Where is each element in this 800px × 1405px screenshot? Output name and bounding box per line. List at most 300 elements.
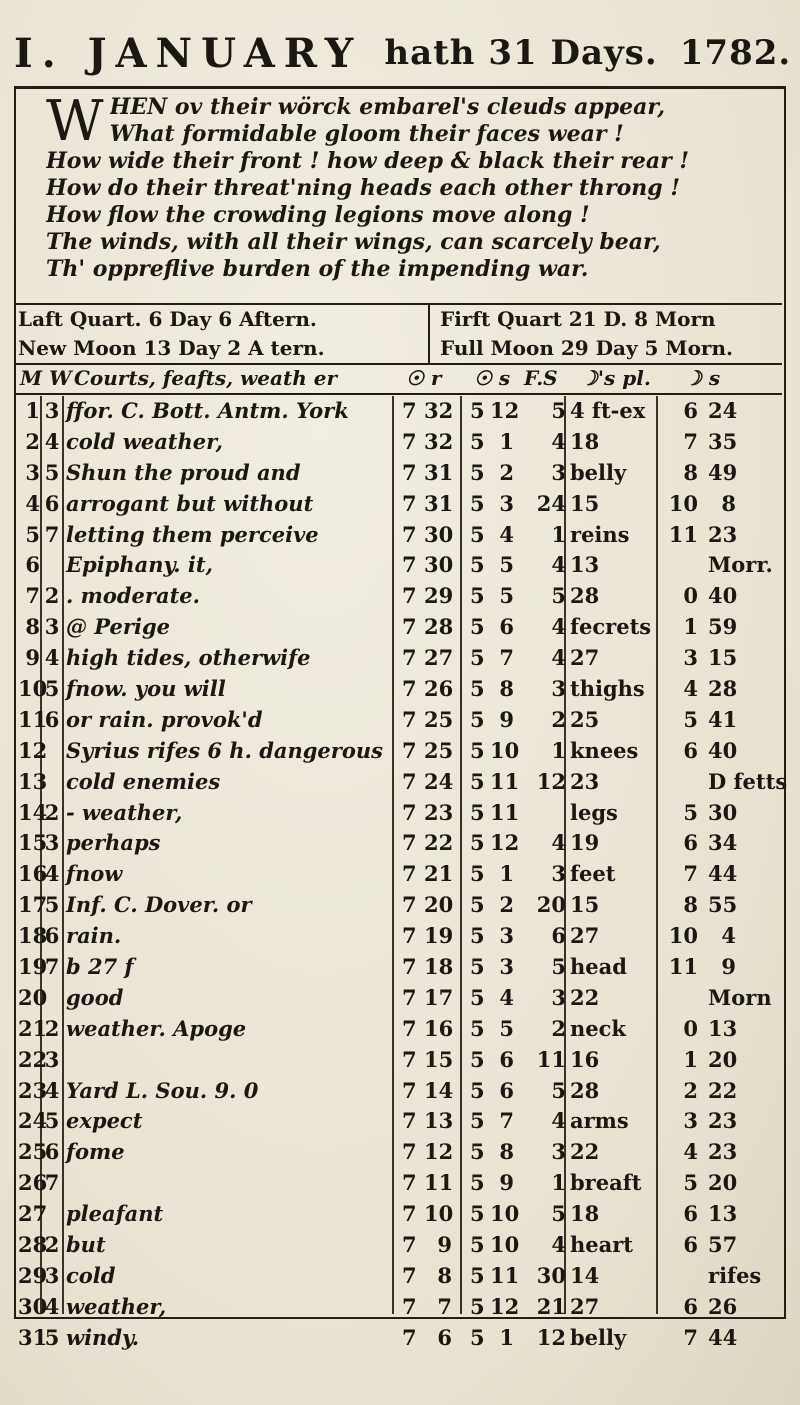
sunset-hour: 5 — [470, 737, 485, 763]
header-mw: M W — [20, 366, 72, 390]
table-row — [14, 859, 782, 890]
moon-sign: reins — [570, 521, 630, 547]
moon-south-minute: 23 — [708, 1108, 738, 1134]
moon-sign: belly — [570, 459, 627, 485]
table-row — [14, 1168, 782, 1199]
sunset-hour: 5 — [470, 583, 485, 609]
sunrise-hour: 7 — [402, 521, 417, 547]
day-of-month: 15 — [18, 830, 48, 856]
day-of-month: 29 — [18, 1262, 48, 1288]
moon-sign: 15 — [570, 892, 600, 918]
sunset-hour: 5 — [470, 923, 485, 949]
table-row — [14, 520, 782, 551]
moon-south-minute: 44 — [708, 1324, 738, 1350]
table-row — [14, 767, 788, 798]
moon-age: 5 — [551, 1201, 566, 1227]
remarks: rain. — [66, 923, 122, 949]
day-of-week: 6 — [44, 706, 60, 732]
sunrise-hour: 7 — [402, 861, 417, 887]
sunrise-minute: 31 — [424, 490, 454, 516]
remarks: perhaps — [66, 830, 161, 856]
sunrise-hour: 7 — [402, 1077, 417, 1103]
sunrise-minute: 10 — [424, 1201, 454, 1227]
moon-south-hour: 7 — [683, 428, 698, 454]
sunset-hour: 5 — [470, 768, 485, 794]
sunrise-minute: 28 — [424, 614, 454, 640]
day-of-week: 7 — [44, 521, 60, 547]
last-quarter: Laft Quart. 6 Day 6 Aftern. — [18, 307, 317, 331]
moon-south-hour: 8 — [683, 459, 698, 485]
new-moon: New Moon 13 Day 2 A tern. — [18, 336, 325, 360]
moon-age: 20 — [536, 892, 566, 918]
moon-sign: neck — [570, 1015, 626, 1041]
moon-south-minute: 23 — [708, 1139, 738, 1165]
day-of-month: 7 — [25, 583, 40, 609]
sunset-hour: 5 — [470, 1201, 485, 1227]
sunrise-minute: 19 — [424, 923, 454, 949]
table-row — [14, 890, 782, 921]
sunset-minute: 6 — [499, 614, 514, 640]
sunset-minute: 6 — [499, 1046, 514, 1072]
sunset-hour: 5 — [470, 1262, 485, 1288]
month-days: hath 31 Days. — [384, 33, 658, 73]
table-row — [14, 550, 782, 581]
table-row — [14, 736, 782, 767]
moon-sign: thighs — [570, 676, 645, 702]
moon-sign: heart — [570, 1232, 633, 1258]
moon-age: 24 — [536, 490, 566, 516]
moon-sign: head — [570, 954, 627, 980]
moon-age: 6 — [551, 923, 566, 949]
sunset-hour: 5 — [470, 799, 485, 825]
verse-line: The winds, with all their wings, can scarcely bear, — [46, 229, 661, 255]
sunset-hour: 5 — [470, 830, 485, 856]
sunset-hour: 5 — [470, 1015, 485, 1041]
moon-south-minute: 30 — [708, 799, 738, 825]
moon-sign: breaft — [570, 1170, 642, 1196]
remarks: good — [66, 984, 124, 1010]
days-table — [14, 396, 788, 1354]
sunrise-hour: 7 — [402, 768, 417, 794]
sunrise-hour: 7 — [402, 923, 417, 949]
sunrise-minute: 15 — [424, 1046, 454, 1072]
sunset-minute: 7 — [499, 645, 514, 671]
day-of-week: 6 — [44, 490, 60, 516]
sunset-minute: 10 — [490, 737, 520, 763]
remarks: high tides, otherwife — [66, 645, 311, 671]
sunset-minute: 12 — [490, 830, 520, 856]
sunset-minute: 3 — [499, 490, 514, 516]
sunset-minute: 10 — [490, 1232, 520, 1258]
sunrise-minute: 29 — [424, 583, 454, 609]
sunset-hour: 5 — [470, 521, 485, 547]
remarks: windy. — [66, 1324, 140, 1350]
moon-south-minute: 40 — [708, 583, 738, 609]
day-of-month: 11 — [18, 706, 48, 732]
moon-south-minute: 59 — [708, 614, 738, 640]
moon-sign: 28 — [570, 583, 600, 609]
moon-phases-left — [18, 305, 413, 363]
sunrise-hour: 7 — [402, 459, 417, 485]
sunset-hour: 5 — [470, 1170, 485, 1196]
moon-south-hour: 11 — [668, 521, 698, 547]
sunrise-hour: 7 — [402, 1046, 417, 1072]
moon-sign: 22 — [570, 984, 600, 1010]
day-of-month: 26 — [18, 1170, 48, 1196]
moon-sign: knees — [570, 737, 639, 763]
sunrise-hour: 7 — [402, 984, 417, 1010]
table-row — [14, 458, 782, 489]
sunrise-hour: 7 — [402, 1108, 417, 1134]
moon-age: 30 — [536, 1262, 566, 1288]
day-of-month: 2 — [25, 428, 40, 454]
moon-age: 3 — [551, 984, 566, 1010]
moon-south-hour: 1 — [683, 614, 698, 640]
remarks: but — [66, 1232, 106, 1258]
sunrise-minute: 31 — [424, 459, 454, 485]
verse — [46, 89, 776, 283]
moon-south-hour: 1 — [683, 1046, 698, 1072]
day-of-week: 4 — [44, 861, 60, 887]
column-header — [14, 363, 782, 395]
table-row — [14, 705, 782, 736]
day-of-week: 5 — [44, 892, 60, 918]
moon-south-minute: rifes — [708, 1262, 762, 1288]
table-row — [14, 1230, 782, 1261]
sunset-hour: 5 — [470, 1324, 485, 1350]
moon-phases-right — [428, 305, 790, 363]
moon-south-minute: 15 — [708, 645, 738, 671]
day-of-week: 2 — [44, 1232, 60, 1258]
moon-south-hour: 4 — [683, 1139, 698, 1165]
sunrise-hour: 7 — [402, 1015, 417, 1041]
moon-south-minute: 20 — [708, 1170, 738, 1196]
month-title — [14, 22, 792, 84]
sunrise-minute: 30 — [424, 521, 454, 547]
sunrise-hour: 7 — [402, 830, 417, 856]
sunrise-hour: 7 — [402, 552, 417, 578]
header-moon-south: ☽ s — [684, 366, 721, 390]
day-of-week: 7 — [44, 1170, 60, 1196]
moon-south-hour: 6 — [683, 737, 698, 763]
moon-south-hour: 5 — [683, 1170, 698, 1196]
sunset-hour: 5 — [470, 706, 485, 732]
table-row — [14, 1292, 782, 1323]
day-of-week: 2 — [44, 799, 60, 825]
sunrise-hour: 7 — [402, 1139, 417, 1165]
verse-line: How do their threat'ning heads each other throng ! — [46, 175, 680, 201]
sunset-minute: 11 — [490, 799, 520, 825]
sunrise-minute: 27 — [424, 645, 454, 671]
moon-south-minute: 49 — [708, 459, 738, 485]
moon-south-minute: 35 — [708, 428, 738, 454]
moon-south-minute: D fetts — [708, 768, 788, 794]
moon-sign: 27 — [570, 645, 600, 671]
sunrise-hour: 7 — [402, 645, 417, 671]
verse-line: What formidable gloom their faces wear ! — [109, 121, 624, 147]
moon-age: 4 — [551, 830, 566, 856]
moon-sign: 27 — [570, 923, 600, 949]
verse-line: How flow the crowding legions move along ! — [46, 202, 590, 228]
day-of-week: 5 — [44, 459, 60, 485]
moon-south-hour: 6 — [683, 1232, 698, 1258]
header-moon-place: ☽'s pl. — [580, 366, 651, 390]
sunrise-hour: 7 — [402, 1232, 417, 1258]
moon-south-minute: 24 — [708, 398, 738, 423]
day-of-month: 31 — [18, 1324, 48, 1350]
moon-sign: 18 — [570, 1201, 600, 1227]
sunset-hour: 5 — [470, 954, 485, 980]
remarks: Yard L. Sou. 9. 0 — [66, 1077, 259, 1103]
moon-south-hour: 6 — [683, 398, 698, 423]
remarks: Inf. C. Dover. or — [66, 892, 252, 918]
remarks: or rain. provok'd — [66, 706, 263, 732]
moon-south-minute: 55 — [708, 892, 738, 918]
day-of-week: 4 — [44, 1077, 60, 1103]
table-row — [14, 1323, 782, 1354]
day-of-month: 24 — [18, 1108, 48, 1134]
table-row — [14, 798, 782, 829]
sunrise-hour: 7 — [402, 398, 417, 423]
sunset-minute: 1 — [499, 1324, 514, 1350]
moon-age: 3 — [551, 459, 566, 485]
moon-sign: 27 — [570, 1293, 600, 1319]
moon-south-hour: 7 — [683, 861, 698, 887]
sunrise-minute: 32 — [424, 398, 454, 423]
moon-age: 3 — [551, 861, 566, 887]
day-of-week: 5 — [44, 676, 60, 702]
moon-age: 12 — [536, 768, 566, 794]
moon-sign: 15 — [570, 490, 600, 516]
moon-age: 1 — [551, 1170, 566, 1196]
day-of-month: 22 — [18, 1046, 48, 1072]
sunrise-minute: 32 — [424, 428, 454, 454]
day-of-month: 23 — [18, 1077, 48, 1103]
day-of-week: 6 — [44, 1139, 60, 1165]
day-of-week: 6 — [44, 923, 60, 949]
sunset-hour: 5 — [470, 892, 485, 918]
table-row — [14, 983, 782, 1014]
sunset-minute: 11 — [490, 1262, 520, 1288]
moon-sign: 19 — [570, 830, 600, 856]
day-of-month: 3 — [25, 459, 40, 485]
day-of-week: 5 — [44, 1108, 60, 1134]
sunrise-minute: 25 — [424, 737, 454, 763]
day-of-week: 4 — [44, 428, 60, 454]
sunset-hour: 5 — [470, 861, 485, 887]
sunset-minute: 12 — [490, 1293, 520, 1319]
sunrise-minute: 20 — [424, 892, 454, 918]
remarks: cold — [66, 1262, 116, 1288]
sunrise-hour: 7 — [402, 954, 417, 980]
sunset-hour: 5 — [470, 1139, 485, 1165]
day-of-week: 2 — [44, 583, 60, 609]
table-row — [14, 643, 782, 674]
sunset-minute: 5 — [499, 1015, 514, 1041]
table-row — [14, 1076, 782, 1107]
day-of-month: 20 — [18, 984, 48, 1010]
table-row — [14, 612, 782, 643]
remarks: weather, — [66, 1293, 167, 1319]
header-aspects: Courts, feafts, weath er — [74, 366, 337, 390]
sunrise-hour: 7 — [402, 799, 417, 825]
moon-age: 5 — [551, 954, 566, 980]
sunrise-minute: 6 — [437, 1324, 452, 1350]
sunrise-hour: 7 — [402, 676, 417, 702]
remarks: ffor. C. Bott. Antm. York — [66, 398, 349, 423]
moon-south-minute: 41 — [708, 706, 738, 732]
sunset-hour: 5 — [470, 645, 485, 671]
remarks: fnow — [66, 861, 123, 887]
sunrise-hour: 7 — [402, 1170, 417, 1196]
table-row — [14, 489, 782, 520]
moon-south-minute: 22 — [708, 1077, 738, 1103]
sunset-minute: 2 — [499, 892, 514, 918]
day-of-month: 1 — [25, 398, 40, 423]
sunrise-hour: 7 — [402, 583, 417, 609]
day-of-week: 2 — [44, 1015, 60, 1041]
moon-age: 1 — [551, 521, 566, 547]
sunrise-hour: 7 — [402, 1324, 417, 1350]
sunrise-hour: 7 — [402, 1262, 417, 1288]
moon-south-minute: 20 — [708, 1046, 738, 1072]
moon-south-minute: 8 — [721, 490, 736, 516]
sunset-minute: 4 — [499, 521, 514, 547]
moon-age: 5 — [551, 1077, 566, 1103]
moon-south-hour: 5 — [683, 799, 698, 825]
moon-age: 4 — [551, 552, 566, 578]
day-of-month: 27 — [18, 1201, 48, 1227]
sunset-hour: 5 — [470, 614, 485, 640]
sunset-hour: 5 — [470, 398, 485, 423]
sunset-minute: 8 — [499, 676, 514, 702]
moon-south-hour: 11 — [668, 954, 698, 980]
moon-age: 5 — [551, 583, 566, 609]
sunrise-hour: 7 — [402, 706, 417, 732]
moon-sign: 14 — [570, 1262, 600, 1288]
table-row — [14, 1014, 782, 1045]
table-row — [14, 396, 782, 427]
moon-south-hour: 6 — [683, 830, 698, 856]
remarks: cold weather, — [66, 428, 223, 454]
sunset-minute: 7 — [499, 1108, 514, 1134]
sunset-minute: 8 — [499, 1139, 514, 1165]
verse-line: HEN ov their wörck embarel's cleuds appear, — [109, 94, 665, 120]
day-of-month: 9 — [25, 645, 40, 671]
table-row — [14, 1261, 782, 1292]
moon-sign: belly — [570, 1324, 627, 1350]
sunrise-minute: 24 — [424, 768, 454, 794]
sunset-hour: 5 — [470, 1077, 485, 1103]
sunset-minute: 1 — [499, 428, 514, 454]
moon-sign: feet — [570, 861, 616, 887]
sunrise-hour: 7 — [402, 614, 417, 640]
remarks: fnow. you will — [66, 676, 226, 702]
moon-age: 3 — [551, 676, 566, 702]
sunset-minute: 12 — [490, 398, 520, 423]
sunrise-minute: 12 — [424, 1139, 454, 1165]
sunset-hour: 5 — [470, 490, 485, 516]
remarks: - weather, — [66, 799, 183, 825]
sunrise-hour: 7 — [402, 892, 417, 918]
day-of-month: 28 — [18, 1232, 48, 1258]
day-of-month: 17 — [18, 892, 48, 918]
day-of-week: 3 — [44, 1262, 60, 1288]
table-row — [14, 1137, 782, 1168]
table-row — [14, 427, 782, 458]
sunset-minute: 5 — [499, 583, 514, 609]
moon-south-minute: 28 — [708, 676, 738, 702]
moon-south-hour: 5 — [683, 706, 698, 732]
moon-sign: 18 — [570, 428, 600, 454]
moon-age: 5 — [551, 398, 566, 423]
moon-south-hour: 8 — [683, 892, 698, 918]
day-of-month: 6 — [25, 552, 40, 578]
sunset-minute: 6 — [499, 1077, 514, 1103]
moon-south-hour: 6 — [683, 1293, 698, 1319]
day-of-month: 19 — [18, 954, 48, 980]
sunset-minute: 11 — [490, 768, 520, 794]
sunrise-minute: 18 — [424, 954, 454, 980]
sunset-minute: 3 — [499, 923, 514, 949]
month-name: I. JANUARY — [14, 29, 363, 77]
day-of-week: 3 — [44, 614, 60, 640]
moon-south-hour: 3 — [683, 1108, 698, 1134]
moon-south-minute: 44 — [708, 861, 738, 887]
moon-sign: 4 ft-ex — [570, 398, 646, 423]
sunrise-minute: 26 — [424, 676, 454, 702]
sunrise-minute: 11 — [424, 1170, 454, 1196]
calendar-sheet — [14, 8, 792, 1350]
moon-age: 3 — [551, 1139, 566, 1165]
remarks: letting them perceive — [66, 521, 319, 547]
remarks: . moderate. — [66, 583, 200, 609]
day-of-month: 4 — [25, 490, 40, 516]
moon-south-minute: Morn — [708, 984, 772, 1010]
table-row — [14, 1106, 782, 1137]
moon-age: 11 — [536, 1046, 566, 1072]
moon-south-hour: 2 — [683, 1077, 698, 1103]
sunset-minute: 9 — [499, 706, 514, 732]
day-of-month: 16 — [18, 861, 48, 887]
day-of-month: 18 — [18, 923, 48, 949]
moon-sign: arms — [570, 1108, 629, 1134]
moon-south-minute: 40 — [708, 737, 738, 763]
moon-age: 4 — [551, 645, 566, 671]
remarks: pleafant — [66, 1201, 164, 1227]
sunrise-hour: 7 — [402, 737, 417, 763]
moon-sign: 28 — [570, 1077, 600, 1103]
moon-south-hour: 6 — [683, 1201, 698, 1227]
moon-south-minute: 9 — [721, 954, 736, 980]
sunset-hour: 5 — [470, 1046, 485, 1072]
table-row — [14, 952, 782, 983]
sunset-hour: 5 — [470, 984, 485, 1010]
remarks: b 27 f — [66, 954, 134, 980]
sunset-hour: 5 — [470, 1293, 485, 1319]
sunrise-minute: 25 — [424, 706, 454, 732]
moon-age: 12 — [536, 1324, 566, 1350]
year: 1782. — [679, 33, 792, 73]
sunset-minute: 5 — [499, 552, 514, 578]
day-of-week: 3 — [44, 398, 60, 423]
table-row — [14, 581, 782, 612]
remarks: weather. Apoge — [66, 1015, 247, 1041]
moon-south-minute: Morr. — [708, 552, 773, 578]
sunrise-minute: 30 — [424, 552, 454, 578]
moon-sign: fecrets — [570, 614, 652, 640]
moon-south-minute: 4 — [721, 923, 736, 949]
